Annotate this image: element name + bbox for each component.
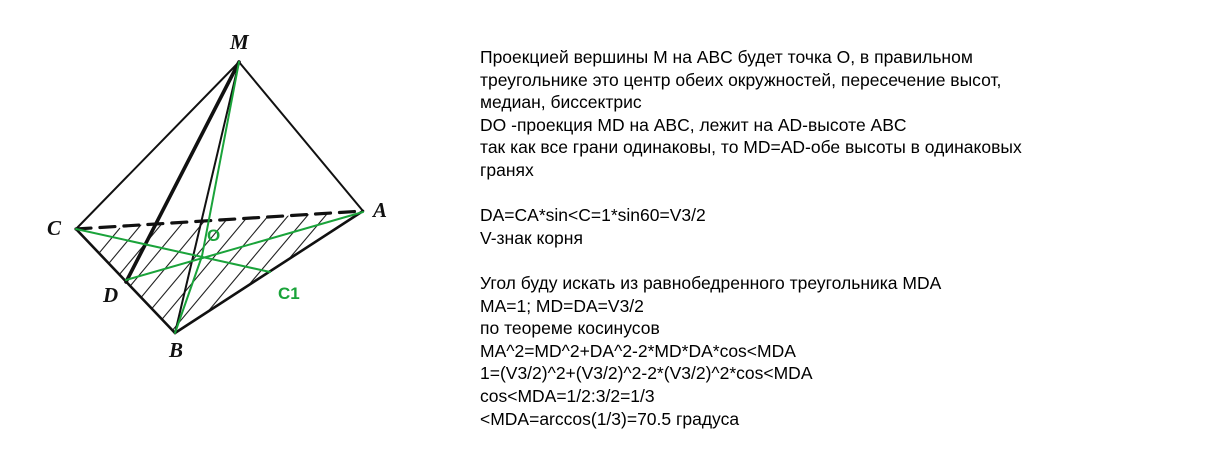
solution-line: MA=1; MD=DA=V3/2: [480, 295, 644, 316]
solution-line: по теореме косинусов: [480, 318, 660, 339]
vertex-label-C: C: [47, 216, 62, 240]
point-label-C1: C1: [278, 284, 300, 303]
vertex-label-M: M: [230, 30, 249, 54]
solution-line: DA=CA*sin<C=1*sin60=V3/2: [480, 205, 706, 226]
vertex-label-B: B: [169, 338, 184, 362]
tetrahedron-diagram: [0, 0, 460, 469]
edge-MB: [175, 62, 239, 333]
line-OB: [175, 256, 202, 333]
solution-line: [480, 249, 1200, 272]
edge-MC: [76, 62, 239, 229]
solution-line: так как все грани одинаковы, то MD=AD-обе высоты в одинаковых: [480, 137, 1022, 158]
solution-line: MA^2=MD^2+DA^2-2*MD*DA*cos<MDA: [480, 340, 796, 361]
solution-line: гранях: [480, 159, 534, 180]
solution-text: [480, 46, 1200, 430]
edge-MA: [239, 62, 363, 211]
vertex-label-D: D: [103, 283, 119, 307]
solution-line: cos<MDA=1/2:3/2=1/3: [480, 385, 655, 406]
solution-line: Угол буду искать из равнобедренного треугольника MDA: [480, 272, 942, 293]
solution-line: <MDA=arccos(1/3)=70.5 градуса: [480, 408, 740, 429]
solution-line: медиан, биссектрис: [480, 92, 642, 113]
edge-MD: [126, 62, 239, 282]
solution-line: V-знак корня: [480, 227, 583, 248]
center-label-O: O: [207, 226, 221, 245]
solution-line: 1=(V3/2)^2+(V3/2)^2-2*(V3/2)^2*cos<MDA: [480, 363, 813, 384]
base-hatching: [60, 104, 420, 364]
solution-line: Проекцией вершины M на ABC будет точка O, в правильном: [480, 47, 973, 67]
solution-line: [480, 182, 1200, 205]
solution-line: DO -проекция MD на ABC, лежит на AD-высоте ABC: [480, 114, 907, 135]
solution-line: треугольнике это центр обеих окружностей, пересечение высот,: [480, 69, 1002, 90]
tetrahedron-edges: [76, 62, 363, 333]
vertex-label-A: A: [373, 198, 388, 222]
